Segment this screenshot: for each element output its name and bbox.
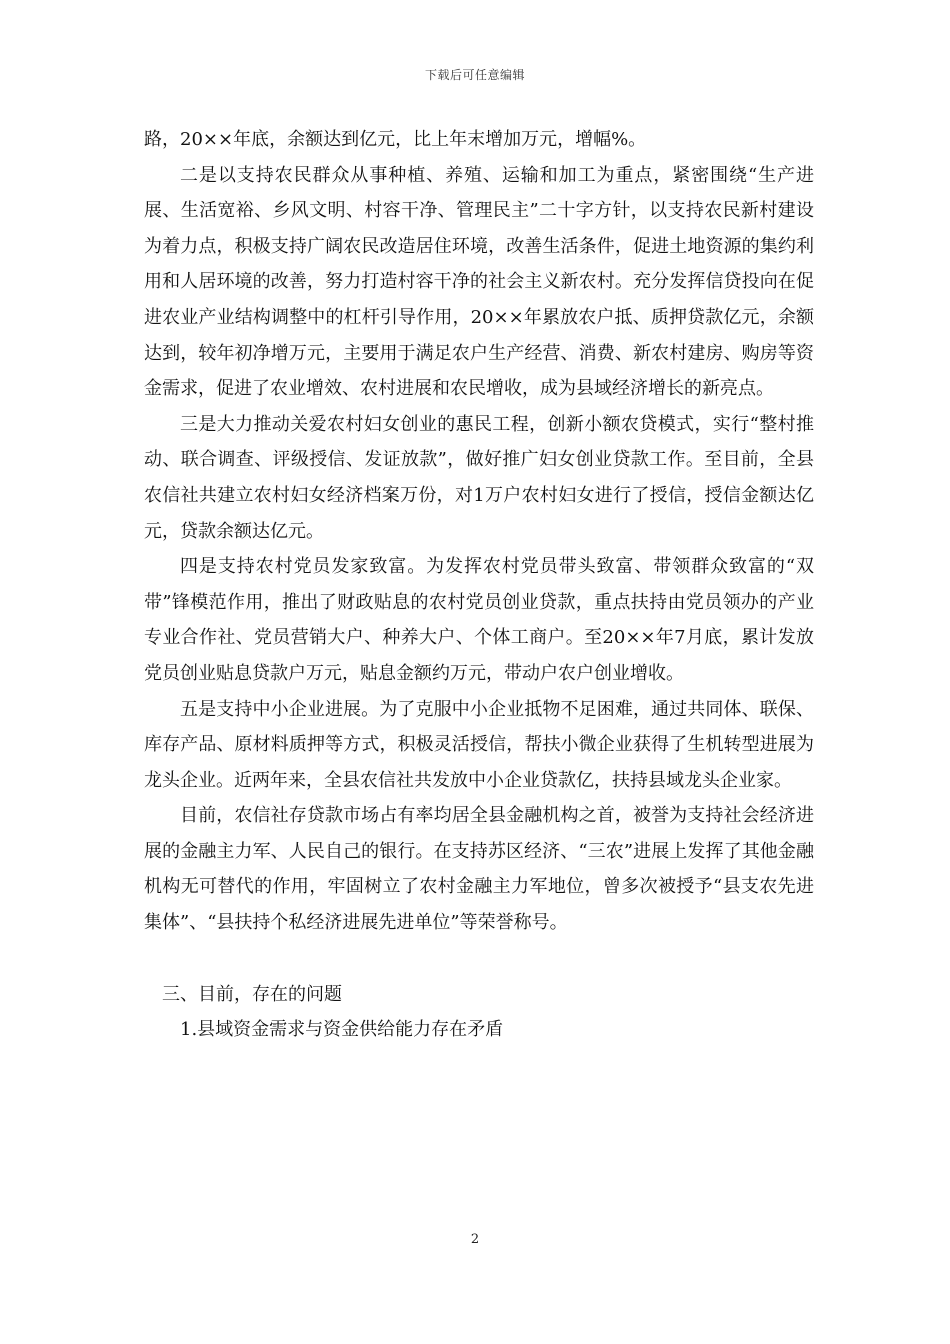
paragraph-item-three: 三是大力推动关爱农村妇女创业的惠民工程，创新小额农贷模式，实行“整村推动、联合调查、评级授信、发证放款”，做好推广妇女创业贷款工作。至目前，全县农信社共建立农村妇女经济档案万份，对1万户农村妇女进行了授信，授信金额达亿元，贷款余额达亿元。 bbox=[144, 413, 814, 542]
paragraph-item-five: 五是支持中小企业进展。为了克服中小企业抵物不足困难，通过共同体、联保、库存产品、原材料质押等方式，积极灵活授信，帮扶小微企业获得了生机转型进展为龙头企业。近两年来，全县农信社共发放中小企业贷款亿，扶持县域龙头企业家。 bbox=[144, 698, 814, 791]
page-header: 下载后可任意编辑 bbox=[424, 68, 525, 82]
paragraph-item-four: 四是支持农村党员发家致富。为发挥农村党员带头致富、带领群众致富的“双带”锋模范作用，推出了财政贴息的农村党员创业贷款，重点扶持由党员领办的产业专业合作社、党员营销大户、种养大户、个体工商户。至20××年7月底，累计发放党员创业贴息贷款户万元，贴息金额约万元，带动户农户创业增收。 bbox=[144, 556, 814, 684]
page-number: 2 bbox=[470, 1232, 480, 1247]
document-body bbox=[144, 122, 814, 1048]
section-heading: 三、目前，存在的问题 bbox=[162, 983, 342, 1005]
paragraph-summary: 目前，农信社存贷款市场占有率均居全县金融机构之首，被誉为支持社会经济进展的金融主力军、人民自己的银行。在支持苏区经济、“三农”进展上发挥了其他金融机构无可替代的作用，牢固树立了农村金融主力军地位，曾多次被授予“县支农先进集体”、“县扶持个私经济进展先进单位”等荣誉称号。 bbox=[144, 805, 814, 934]
sub-heading: 1.县域资金需求与资金供给能力存在矛盾 bbox=[180, 1019, 504, 1041]
paragraph-spacer bbox=[144, 941, 814, 977]
paragraph-continuation: 路，20××年底，余额达到亿元，比上年末增加万元，增幅%。 bbox=[144, 129, 647, 150]
paragraph-item-two: 二是以支持农民群众从事种植、养殖、运输和加工为重点，紧密围绕“生产进展、生活宽裕、乡风文明、村容干净、管理民主”二十字方针，以支持农民新村建设为着力点，积极支持广阔农民改造居住环境，改善生活条件，促进土地资源的集约利用和人居环境的改善，努力打造村容干净的社会主义新农村。充分发挥信贷投向在促进农业产业结构调整中的杠杆引导作用，20××年累放农户抵、质押贷款亿元，余额达到，较年初净增万元，主要用于满足农户生产经营、消费、新农村建房、购房等资金需求，促进了农业增效、农村进展和农民增收，成为县域经济增长的新亮点。 bbox=[144, 164, 814, 400]
